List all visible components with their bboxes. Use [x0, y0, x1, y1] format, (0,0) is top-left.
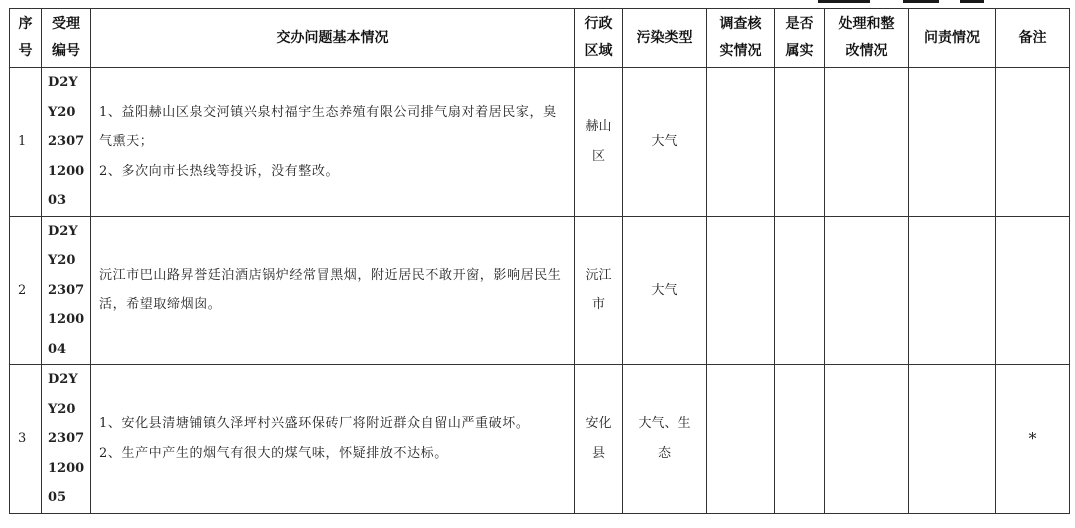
row-investigation: [707, 365, 775, 514]
table-row: [10, 216, 1070, 365]
row-seq: 2: [10, 216, 42, 365]
row-code: D2Y Y20 2307 1200 04: [42, 216, 91, 365]
row-accountability: [909, 216, 996, 365]
row-remark: [996, 216, 1070, 365]
header-investigation: 调查核 实情况: [707, 9, 775, 68]
row-region: 沅江 市: [575, 216, 623, 365]
row-pollution-type: 大气、生 态: [623, 365, 707, 514]
header-verified: 是否 属实: [775, 9, 825, 68]
header-region: 行政 区域: [575, 9, 623, 68]
header-pollution-type: 污染类型: [623, 9, 707, 68]
top-edge-marks: [0, 0, 1075, 8]
header-remark: 备注: [996, 9, 1070, 68]
table-row: [10, 68, 1070, 217]
table-row: [10, 365, 1070, 514]
row-description: 1、益阳赫山区泉交河镇兴泉村福宇生态养殖有限公司排气扇对着居民家，臭气熏天； 2、多次向市长热线等投诉，没有整改。: [91, 68, 575, 217]
row-rectification: [825, 365, 909, 514]
row-investigation: [707, 68, 775, 217]
row-remark: *: [996, 365, 1070, 514]
row-description: 沅江市巴山路昇誉廷泊酒店锅炉经常冒黑烟，附近居民不敢开窗，影响居民生活，希望取缔烟囱。: [91, 216, 575, 365]
row-code: D2Y Y20 2307 1200 05: [42, 365, 91, 514]
row-code: D2Y Y20 2307 1200 03: [42, 68, 91, 217]
row-description: 1、安化县清塘铺镇久泽坪村兴盛环保砖厂将附近群众自留山严重破坏。 2、生产中产生的烟气有很大的煤气味，怀疑排放不达标。: [91, 365, 575, 514]
header-code: 受理 编号: [42, 9, 91, 68]
row-remark: [996, 68, 1070, 217]
row-region: 安化 县: [575, 365, 623, 514]
header-accountability: 问责情况: [909, 9, 996, 68]
row-seq: 1: [10, 68, 42, 217]
row-verified: [775, 68, 825, 217]
header-seq: 序 号: [10, 9, 42, 68]
row-investigation: [707, 216, 775, 365]
complaint-table: [9, 8, 1070, 514]
row-pollution-type: 大气: [623, 68, 707, 217]
header-rectification: 处理和整 改情况: [825, 9, 909, 68]
row-rectification: [825, 216, 909, 365]
header-desc: 交办问题基本情况: [91, 9, 575, 68]
row-rectification: [825, 68, 909, 217]
row-verified: [775, 365, 825, 514]
row-accountability: [909, 68, 996, 217]
row-accountability: [909, 365, 996, 514]
row-verified: [775, 216, 825, 365]
row-region: 赫山 区: [575, 68, 623, 217]
row-pollution-type: 大气: [623, 216, 707, 365]
header-row: [10, 9, 1070, 68]
row-seq: 3: [10, 365, 42, 514]
